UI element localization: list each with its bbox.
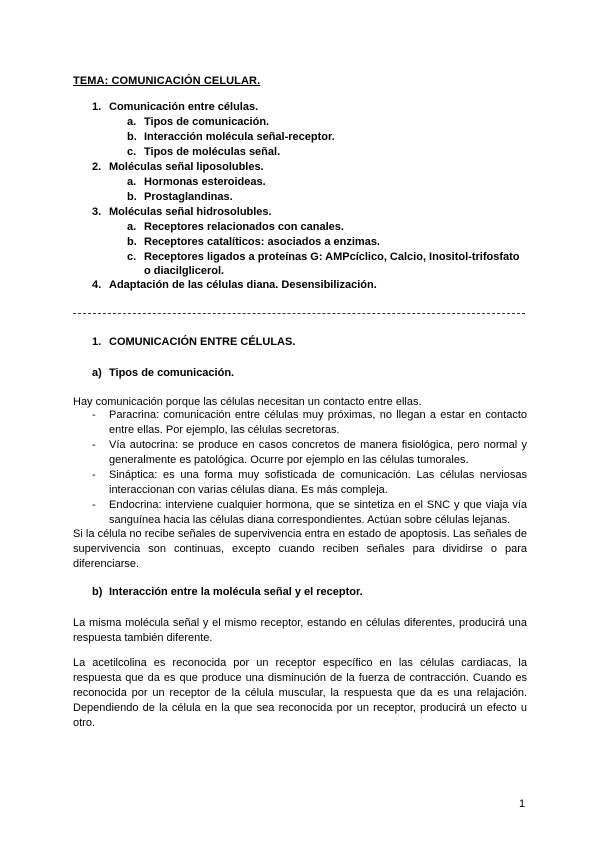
communication-types-list xyxy=(92,408,527,528)
intro-paragraph: Hay comunicación porque las células necesitan un contacto entre ellas. xyxy=(73,396,422,408)
list-item-text: Endocrina: interviene cualquier hormona, que se sintetiza en el SNC y que viaja vía sanguínea hacia las células diana correspondientes. Actúan sobre células lejanas. xyxy=(109,499,527,526)
list-item xyxy=(92,408,527,438)
toc-number: c. xyxy=(127,251,137,263)
toc-text: Tipos de comunicación. xyxy=(144,116,270,128)
subsection-title: Tipos de comunicación. xyxy=(109,367,235,379)
section-title: COMUNICACIÓN ENTRE CÉLULAS. xyxy=(109,336,296,348)
toc-text: Interacción molécula señal-receptor. xyxy=(144,131,335,143)
toc-text: Adaptación de las células diana. Desensibilización. xyxy=(109,279,377,291)
section-number: 1. xyxy=(92,336,102,348)
toc-text: Receptores catalíticos: asociados a enzimas. xyxy=(144,236,380,248)
section-divider xyxy=(73,313,525,314)
paragraph-b2: La acetilcolina es reconocida por un receptor específico en las células cardiacas, la respuesta que da es que produce una disminución de la fuerza de contracción. Cuando es reconocida por un receptor de la célula muscular, la respuesta que da es una relajación. Dependiendo de la célula en la que sea reconocida por un receptor, producirá un efecto u otro. xyxy=(73,657,527,729)
list-bullet: - xyxy=(92,439,96,451)
toc-number: a. xyxy=(127,221,137,233)
list-item xyxy=(92,438,527,468)
list-item xyxy=(92,468,527,498)
list-item-text: Paracrina: comunicación entre células muy próximas, no llegan a estar en contacto entre ellas. Por ejemplo, las células secretoras. xyxy=(109,409,527,436)
list-item-text: Vía autocrina: se produce en casos concretos de manera fisiológica, pero normal y generalmente es patológica. Ocurre por ejemplo en las células tumorales. xyxy=(109,439,527,466)
toc-text: Moléculas señal liposolubles. xyxy=(109,161,264,173)
subsection-number: b) xyxy=(92,586,103,598)
document-title: TEMA: COMUNICACIÓN CELULAR. xyxy=(73,75,261,87)
toc-number: b. xyxy=(127,236,137,248)
toc-text: Prostaglandinas. xyxy=(144,191,233,203)
paragraph-b1: La misma molécula señal y el mismo receptor, estando en células diferentes, producirá una respuesta también diferente. xyxy=(73,617,527,644)
toc-text: Hormonas esteroideas. xyxy=(144,176,266,188)
toc-text: Receptores relacionados con canales. xyxy=(144,221,344,233)
toc-number: 3. xyxy=(92,206,102,218)
toc-number: c. xyxy=(127,146,137,158)
toc-number: a. xyxy=(127,176,137,188)
survival-paragraph: Si la célula no recibe señales de supervivencia entra en estado de apoptosis. Las señales de supervivencia son continuas, excepto cuando reciben señales para dividirse o para diferenciarse. xyxy=(73,528,527,570)
toc-text: o diacilglicerol. xyxy=(144,265,225,277)
toc-number: b. xyxy=(127,131,137,143)
list-bullet: - xyxy=(92,469,96,481)
list-item-text: Sináptica: es una forma muy sofisticada de comunicación. Las células nerviosas interaccionan con varias células diana. Es más compleja. xyxy=(109,469,527,496)
toc-text: Tipos de moléculas señal. xyxy=(144,146,281,158)
toc-text: Comunicación entre células. xyxy=(109,101,259,113)
toc-text: Receptores ligados a proteínas G: AMPcíclico, Calcio, Inositol-trifosfato xyxy=(144,251,520,263)
list-bullet: - xyxy=(92,499,96,511)
toc-number: a. xyxy=(127,116,137,128)
subsection-number: a) xyxy=(92,367,102,379)
subsection-title: Interacción entre la molécula señal y el receptor. xyxy=(109,586,363,598)
toc-text: Moléculas señal hidrosolubles. xyxy=(109,206,272,218)
list-item xyxy=(92,498,527,528)
toc-number: 2. xyxy=(92,161,102,173)
toc-number: b. xyxy=(127,191,137,203)
list-bullet: - xyxy=(92,409,96,421)
page-number: 1 xyxy=(519,798,526,810)
toc-number: 4. xyxy=(92,279,102,291)
toc-number: 1. xyxy=(92,101,102,113)
